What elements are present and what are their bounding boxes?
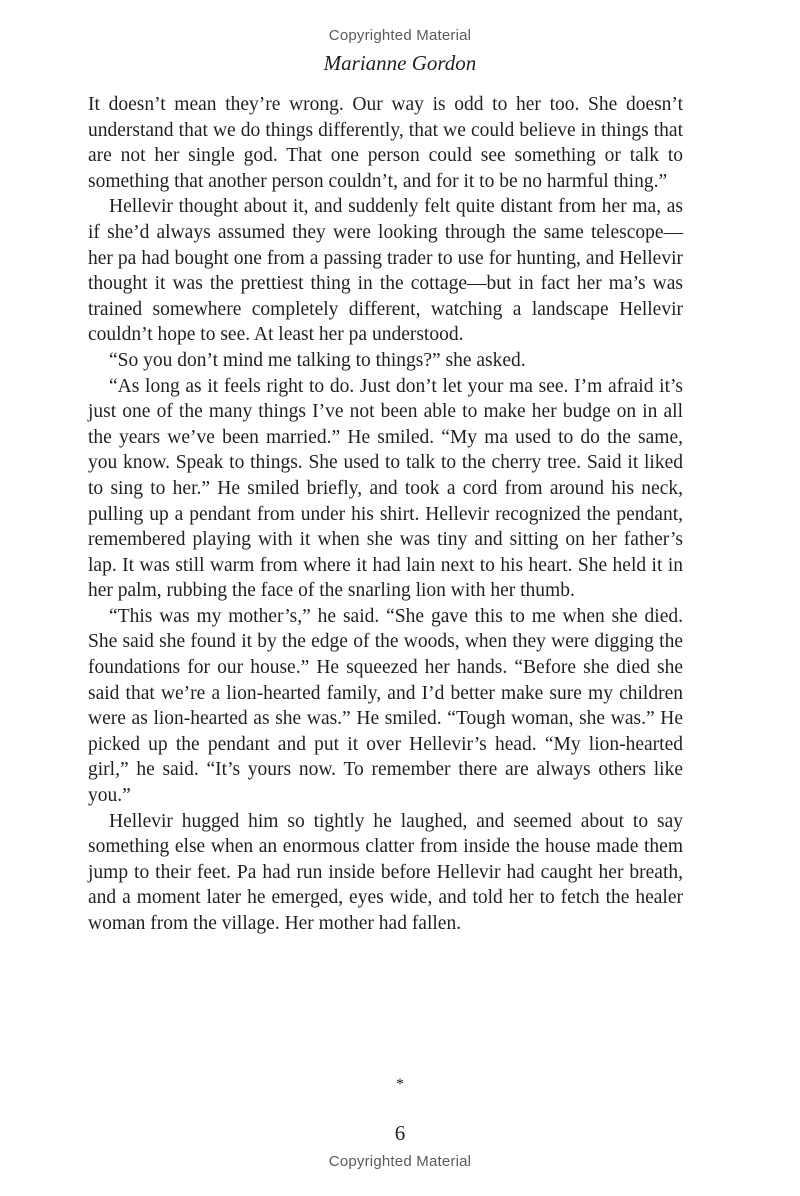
- paragraph: “As long as it feels right to do. Just don’t let your ma see. I’m afraid it’s just one of the many things I’ve not been able to make her budge on in all the years we’ve been married.” He smiled. “My ma used to do the same, you know. Speak to things. She used to talk to the cherry tree. Said it liked to sing to her.” He smiled briefly, and took a cord from around his neck, pulling up a pendant from under his shirt. Hellevir recognized the pendant, remembered playing with it when she was tiny and sitting on her father’s lap. It was still warm from where it had lain next to his heart. She held it in her palm, rubbing the face of the snarling lion with her thumb.: [88, 375, 683, 602]
- paragraph: Hellevir hugged him so tightly he laughed, and seemed about to say something else when an enormous clatter from inside the house made them jump to their feet. Pa had run inside before Hellevir had caught her breath, and a moment later he emerged, eyes wide, and told her to fetch the healer woman from the village. Her mother had fallen.: [88, 810, 683, 934]
- page-number: 6: [394, 1121, 406, 1145]
- running-head-author: Marianne Gordon: [323, 51, 477, 75]
- body-text: [88, 92, 683, 937]
- paragraph: “This was my mother’s,” he said. “She gave this to me when she died. She said she found it by the edge of the woods, when they were digging the foundations for our house.” He squeezed her hands. “Before she died she said that we’re a lion-hearted family, and I’d better make sure my children were as lion-hearted as she was.” He smiled. “Tough woman, she was.” He picked up the pendant and put it over Hellevir’s head. “My lion-hearted girl,” he said. “It’s yours now. To remember there are always others like you.”: [88, 605, 683, 807]
- scene-break-asterisk: *: [396, 1076, 404, 1093]
- paragraph: “So you don’t mind me talking to things?” she asked.: [109, 349, 526, 371]
- copyright-watermark-bottom: Copyrighted Material: [328, 1153, 472, 1170]
- copyright-watermark-top: Copyrighted Material: [328, 27, 472, 44]
- paragraph: Hellevir thought about it, and suddenly felt quite distant from her ma, as if she’d always assumed they were looking through the same telescope—her pa had bought one from a passing trader to use for hunting, and Hellevir thought it was the prettiest thing in the cottage—but in fact her ma’s was trained somewhere completely different, watching a landscape Hellevir couldn’t hope to see. At least her pa understood.: [88, 196, 683, 346]
- paragraph: It doesn’t mean they’re wrong. Our way is odd to her too. She doesn’t understand that we do things differently, that we could believe in things that are not her single god. That one person could see something or talk to something that another person couldn’t, and for it to be no harmful thing.”: [88, 94, 683, 192]
